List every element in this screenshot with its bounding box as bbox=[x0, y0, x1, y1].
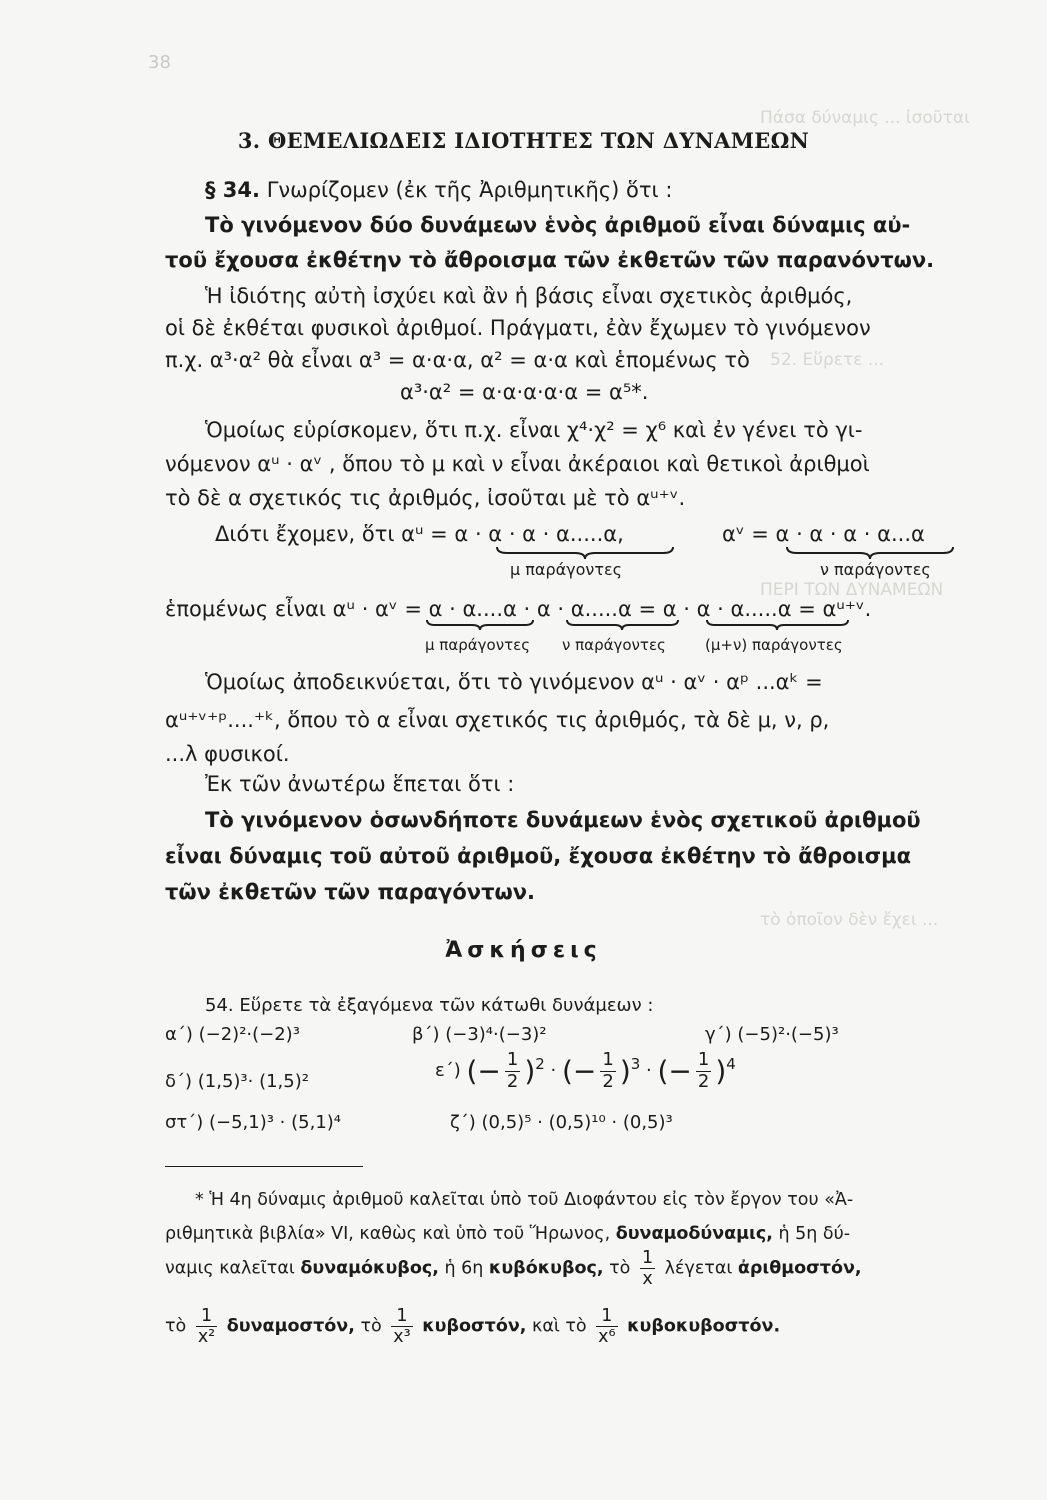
fraction: $\frac{1}{2}$ bbox=[506, 1049, 519, 1092]
bleed-through-text: ΠΕΡΙ ΤΩΝ ΔΥΝΑΜΕΩΝ bbox=[760, 580, 944, 600]
brace-label: μ παράγοντες bbox=[510, 560, 623, 579]
formula-line: α³·α² = α·α·α·α·α = α⁵*. bbox=[400, 380, 649, 404]
open-paren: (− bbox=[466, 1054, 501, 1088]
paragraph-line: τὸ δὲ α σχετικός τις ἀριθμός, ἰσοῦται μὲ τὸ αᵘ⁺ᵛ. bbox=[165, 486, 686, 510]
exercise-prompt: 54. Εὕρετε τὰ ἐξαγόμενα τῶν κάτωθι δυνάμεων : bbox=[205, 995, 654, 1016]
exercise-label: ε΄) bbox=[435, 1060, 461, 1082]
exponent: 4 bbox=[726, 1055, 736, 1074]
fraction: $\frac{1}{\text{x³}}$ bbox=[393, 1306, 411, 1348]
bleed-through-text: Πάσα δύναμις ... ἰσοῦται bbox=[760, 108, 970, 128]
fraction: $\frac{1}{\text{x⁶}}$ bbox=[598, 1306, 616, 1348]
fraction: $\frac{1}{x}$ bbox=[641, 1248, 654, 1290]
open-paren: (− bbox=[562, 1054, 597, 1088]
exercise-item-fractions bbox=[435, 1050, 736, 1092]
theorem-line: Τὸ γινόμενον δύο δυνάμεων ἑνὸς ἀριθμοῦ εἶναι δύναμις αὐ- bbox=[205, 213, 911, 237]
footnote-line: τὸ $\frac{1}{\text{x²}}$ δυναμοστόν, τὸ $\frac{1}{\text{x³}}$ κυβοστόν, καὶ τὸ $\frac{1}{\text{x⁶}}$ κυβοκυβοστόν. bbox=[165, 1306, 781, 1348]
footnote-line: ναμις καλεῖται δυναμόκυβος, ἡ 6η κυβόκυβος, τὸ $\frac{1}{x}$ λέγεται ἀριθμοστόν, bbox=[165, 1248, 862, 1290]
fraction: $\frac{1}{2}$ bbox=[602, 1049, 614, 1092]
dot: · bbox=[544, 1060, 562, 1082]
exponent: 2 bbox=[535, 1055, 545, 1074]
exercise-item: στ΄) (−5,1)³ · (5,1)⁴ bbox=[165, 1112, 342, 1133]
open-paren: (− bbox=[657, 1054, 692, 1088]
paragraph-line: νόμενον αᵘ · αᵛ , ὅπου τὸ μ καὶ ν εἶναι ἀκέραιοι καὶ θετικοὶ ἀριθμοὶ bbox=[165, 452, 870, 476]
page-number: 38 bbox=[148, 52, 171, 73]
brace-label: ν παράγοντες bbox=[820, 560, 931, 579]
underbrace bbox=[425, 618, 535, 632]
bleed-through-text: τὸ ὁποῖον δὲν ἔχει ... bbox=[760, 910, 939, 930]
theorem-line: τῶν ἐκθετῶν τῶν παραγόντων. bbox=[165, 880, 536, 904]
paragraph-line: οἱ δὲ ἐκθέται φυσικοὶ ἀριθμοί. Πράγματι, ἐὰν ἔχωμεν τὸ γινόμενον bbox=[165, 316, 871, 340]
fraction: $\frac{1}{2}$ bbox=[697, 1049, 710, 1092]
exercise-item: α΄) (−2)²·(−2)³ bbox=[165, 1024, 300, 1045]
section-intro-text: Γνωρίζομεν (ἐκ τῆς Ἀριθμητικῆς) ὅτι : bbox=[266, 178, 673, 202]
paragraph-line: Ἡ ἰδιότης αὐτὴ ἰσχύει καὶ ἂν ἡ βάσις εἶναι σχετικὸς ἀριθμός, bbox=[205, 284, 853, 308]
paragraph-line: Ὁμοίως ἀποδεικνύεται, ὅτι τὸ γινόμενον αᵘ · αᵛ · αᵖ ...αᵏ = bbox=[205, 670, 823, 694]
theorem-line: τοῦ ἔχουσα ἐκθέτην τὸ ἄθροισμα τῶν ἐκθετῶν τῶν παρανόντων. bbox=[165, 248, 935, 272]
exercise-item: γ΄) (−5)²·(−5)³ bbox=[705, 1024, 839, 1045]
brace-label: ν παράγοντες bbox=[562, 636, 666, 654]
brace-label: (μ+ν) παράγοντες bbox=[705, 636, 843, 654]
theorem-line: Τὸ γινόμενον ὁσωνδήποτε δυνάμεων ἑνὸς σχετικοῦ ἀριθμοῦ bbox=[205, 808, 921, 832]
exercise-item: β΄) (−3)⁴·(−3)² bbox=[412, 1024, 547, 1045]
exercises-title: Ἀσκήσεις bbox=[445, 938, 602, 963]
paragraph-line: Ὁμοίως εὑρίσκομεν, ὅτι π.χ. εἶναι χ⁴·χ² = χ⁶ καὶ ἐν γένει τὸ γι- bbox=[205, 418, 863, 442]
paragraph-line: αᵘ⁺ᵛ⁺ᵖ....⁺ᵏ, ὅπου τὸ α εἶναι σχετικός τις ἀριθμός, τὰ δὲ μ, ν, ρ, bbox=[165, 708, 830, 732]
paragraph-line: ...λ φυσικοί. bbox=[165, 742, 290, 766]
underbrace bbox=[785, 545, 955, 561]
section-symbol: § 34. bbox=[205, 178, 261, 202]
underbrace bbox=[705, 618, 850, 632]
footnote-line: * Ἡ 4η δύναμις ἀριθμοῦ καλεῖται ὑπὸ τοῦ Διοφάντου εἰς τὸν ἔργον του «Ἀ- bbox=[195, 1190, 854, 1210]
theorem-line: εἶναι δύναμις τοῦ αὐτοῦ ἀριθμοῦ, ἔχουσα ἐκθέτην τὸ ἄθροισμα bbox=[165, 844, 912, 868]
exercise-item: ζ΄) (0,5)⁵ · (0,5)¹⁰ · (0,5)³ bbox=[450, 1112, 673, 1133]
brace-label: μ παράγοντες bbox=[425, 636, 531, 654]
underbrace bbox=[495, 545, 675, 561]
close-paren: ) bbox=[619, 1054, 631, 1088]
section-intro bbox=[205, 178, 672, 202]
formula-line: ἑπομένως εἶναι αᵘ · αᵛ = α · α....α · α · α.....α = α · α · α.....α = αᵘ⁺ᵛ. bbox=[165, 597, 872, 621]
exercise-item: δ΄) (1,5)³· (1,5)² bbox=[165, 1071, 309, 1092]
footnote-rule bbox=[165, 1166, 363, 1167]
paragraph-line: Ἐκ τῶν ἀνωτέρω ἕπεται ὅτι : bbox=[205, 772, 515, 796]
paragraph-line: π.χ. α³·α² θὰ εἶναι α³ = α·α·α, α² = α·α καὶ ἑπομένως τὸ bbox=[165, 348, 750, 372]
underbrace bbox=[565, 618, 680, 632]
footnote-line: ριθμητικὰ βιβλία» VI, καθὼς καὶ ὑπὸ τοῦ Ἥρωνος, δυναμοδύναμις, ἡ 5η δύ- bbox=[165, 1224, 851, 1244]
section-heading: 3. ΘΕΜΕΛΙΩΔΕΙΣ ΙΔΙΟΤΗΤΕΣ ΤΩΝ ΔΥΝΑΜΕΩΝ bbox=[237, 128, 810, 153]
formula-line: Διότι ἔχομεν, ὅτι αᵘ = α · α · α · α.....α, bbox=[215, 522, 624, 546]
exponent: 3 bbox=[630, 1055, 641, 1074]
fraction: $\frac{1}{\text{x²}}$ bbox=[197, 1306, 216, 1348]
close-paren: ) bbox=[715, 1054, 727, 1088]
dot: · bbox=[640, 1060, 658, 1082]
close-paren: ) bbox=[524, 1054, 536, 1088]
formula-line: αᵛ = α · α · α · α...α bbox=[722, 522, 925, 546]
bleed-through-text: 52. Εὕρετε ... bbox=[770, 350, 885, 370]
